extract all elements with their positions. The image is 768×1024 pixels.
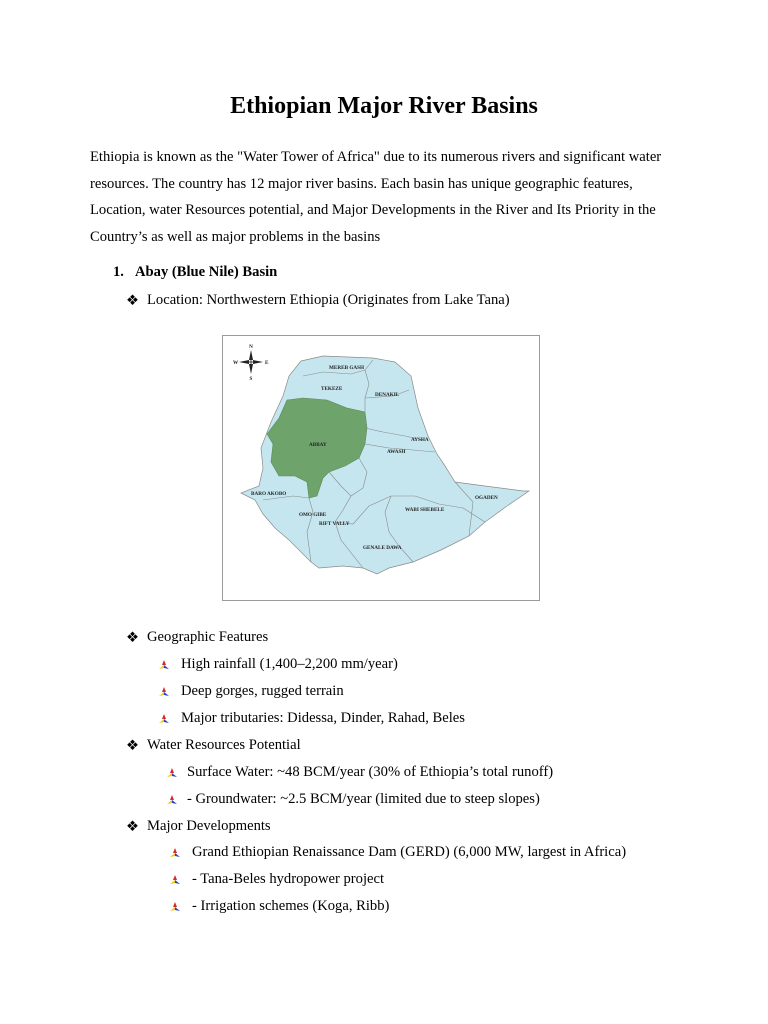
arrow-bullet-icon: [158, 659, 170, 671]
page-title: Ethiopian Major River Basins: [230, 93, 538, 119]
label-awash: AWASH: [387, 449, 406, 455]
diamond-bullet-icon: ❖: [126, 293, 140, 309]
compass-e: E: [265, 360, 269, 366]
arrow-bullet-icon: [169, 901, 181, 913]
ethiopia-basin-map: [223, 336, 539, 600]
arrow-bullet-icon: [166, 767, 178, 779]
water-item: Surface Water: ~48 BCM/year (30% of Ethiopia’s total runoff): [187, 764, 554, 780]
diamond-bullet-icon: ❖: [126, 819, 140, 835]
dev-item: - Tana-Beles hydropower project: [192, 871, 385, 887]
arrow-bullet-icon: [169, 874, 181, 886]
label-mereb-gash: MEREB GASH: [329, 365, 365, 371]
geo-item: Major tributaries: Didessa, Dinder, Rahad, Beles: [181, 710, 465, 726]
compass-n: N: [249, 344, 253, 350]
location-text: Location: Northwestern Ethiopia (Originates from Lake Tana): [147, 292, 510, 308]
compass-rose-icon: [233, 344, 269, 382]
water-item: - Groundwater: ~2.5 BCM/year (limited due to steep slopes): [187, 791, 540, 807]
dev-item: - Irrigation schemes (Koga, Ribb): [192, 898, 390, 914]
label-wabi-shebele: WABI SHEBELE: [405, 507, 445, 513]
compass-s: S: [249, 376, 253, 382]
label-abbay: ABBAY: [309, 442, 327, 448]
diamond-bullet-icon: ❖: [126, 630, 140, 646]
geo-item: High rainfall (1,400–2,200 mm/year): [181, 656, 398, 672]
section-number: 1.: [113, 264, 124, 280]
arrow-bullet-icon: [158, 686, 170, 698]
dev-heading: Major Developments: [147, 818, 271, 834]
label-omo-gibe: OMO GIBE: [299, 512, 327, 518]
section-heading: [113, 264, 277, 281]
basin-map-figure: [222, 335, 540, 601]
label-genale-dawa: GENALE DAWA: [363, 545, 402, 551]
diamond-bullet-icon: ❖: [126, 738, 140, 754]
geo-heading: Geographic Features: [147, 629, 269, 645]
label-aysha: AYSHA: [411, 437, 429, 443]
arrow-bullet-icon: [166, 794, 178, 806]
label-ogaden: OGADEN: [475, 495, 498, 501]
compass-w: W: [233, 360, 239, 366]
label-tekeze: TEKEZE: [321, 386, 343, 392]
arrow-bullet-icon: [169, 847, 181, 859]
arrow-bullet-icon: [158, 713, 170, 725]
dev-item: Grand Ethiopian Renaissance Dam (GERD) (6,000 MW, largest in Africa): [192, 844, 627, 860]
intro-paragraph: Ethiopia is known as the "Water Tower of Africa" due to its numerous rivers and significant water resources. The country has 12 major river basins. Each basin has unique geographic features, Location, water Resources potential, and Major Developments in the River and Its Priority in the Country’s as well as major problems in the basins: [90, 149, 662, 246]
geo-item: Deep gorges, rugged terrain: [181, 683, 344, 699]
water-heading: Water Resources Potential: [147, 737, 301, 753]
label-denakil: DENAKIL: [375, 392, 400, 398]
label-baro-akobo: BARO AKOBO: [251, 491, 287, 497]
label-rift-vally: RIFT VALLY: [319, 521, 350, 527]
section-heading-text: Abay (Blue Nile) Basin: [135, 264, 278, 280]
